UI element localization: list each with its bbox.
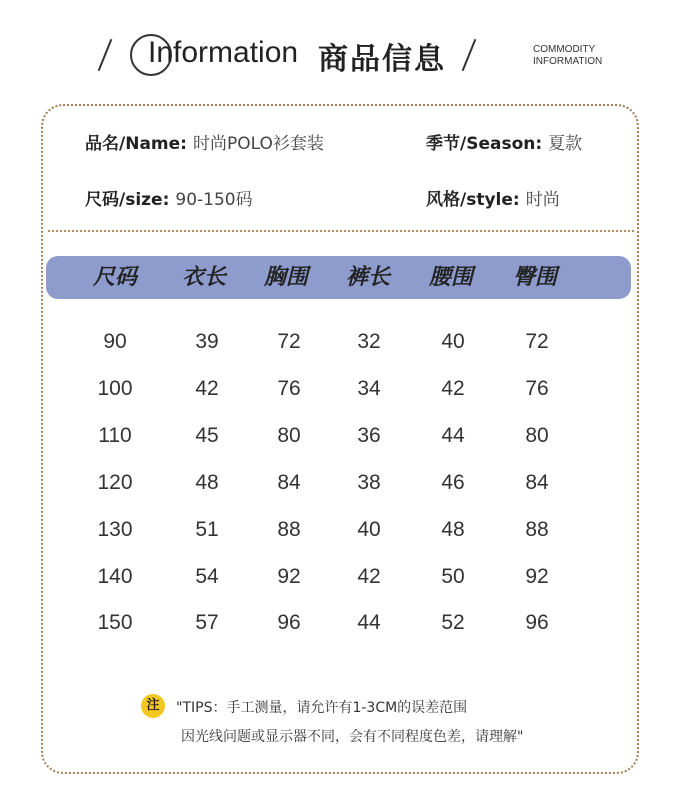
tip-line2: 因光线问题或显示器不同，会有不同程度色差，请理解"	[181, 729, 524, 745]
header-chest: 胸围	[263, 265, 308, 290]
info-name-key-en: Name:	[125, 134, 187, 154]
info-style-value: 时尚	[525, 190, 560, 210]
info-name-value: 时尚POLO衫套装	[192, 134, 324, 154]
table-cell: 90	[103, 330, 127, 353]
info-size-key: 尺码/	[85, 190, 126, 210]
table-cell: 84	[277, 471, 301, 494]
header-slash-right	[462, 39, 477, 71]
header-title-en: Information	[148, 36, 299, 69]
info-divider	[48, 230, 634, 232]
info-season-value: 夏款	[548, 134, 583, 154]
table-cell: 140	[97, 565, 133, 588]
table-cell: 80	[525, 424, 549, 447]
table-cell: 57	[195, 611, 219, 634]
table-cell: 80	[277, 424, 301, 447]
table-cell: 45	[195, 424, 219, 447]
header-side-line2: INFORMATION	[533, 56, 603, 67]
table-cell: 96	[525, 611, 549, 634]
table-cell: 76	[525, 377, 549, 400]
table-cell: 88	[277, 518, 301, 541]
header-length: 衣长	[181, 265, 226, 290]
table-cell: 40	[357, 518, 381, 541]
table-cell: 120	[97, 471, 133, 494]
table-row	[0, 515, 682, 545]
table-cell: 44	[357, 611, 381, 634]
header-side-label	[533, 44, 602, 68]
info-size	[85, 185, 253, 210]
table-cell: 48	[195, 471, 219, 494]
table-cell: 42	[195, 377, 219, 400]
table-cell: 76	[277, 377, 301, 400]
table-row	[0, 421, 682, 451]
table-cell: 40	[441, 330, 465, 353]
table-cell: 34	[357, 377, 381, 400]
table-cell: 100	[97, 377, 133, 400]
info-size-value: 90-150码	[175, 190, 253, 210]
table-cell: 110	[98, 424, 132, 447]
table-cell: 72	[525, 330, 549, 353]
info-name	[85, 129, 324, 154]
info-name-key: 品名/	[85, 134, 126, 154]
size-table-header	[46, 256, 631, 299]
table-row	[0, 374, 682, 404]
table-row	[0, 327, 682, 357]
table-cell: 32	[357, 330, 381, 353]
header-size: 尺码	[92, 265, 137, 290]
table-cell: 88	[525, 518, 549, 541]
table-cell: 84	[525, 471, 549, 494]
header-title-cn: 商品信息	[318, 42, 446, 77]
header-waist: 腰围	[428, 265, 473, 290]
table-cell: 38	[357, 471, 381, 494]
header-hip: 臀围	[512, 265, 557, 290]
table-cell: 39	[195, 330, 219, 353]
table-cell: 72	[277, 330, 301, 353]
table-cell: 150	[97, 611, 133, 634]
info-style-key-en: style:	[466, 190, 520, 210]
info-season-key-en: Season:	[466, 134, 543, 154]
table-cell: 96	[277, 611, 301, 634]
header-pants-length: 裤长	[345, 265, 390, 290]
table-cell: 44	[441, 424, 465, 447]
tip-badge: 注	[141, 694, 165, 718]
table-row	[0, 468, 682, 498]
table-cell: 92	[525, 565, 549, 588]
info-style-key: 风格/	[426, 190, 467, 210]
table-cell: 52	[441, 611, 465, 634]
table-row	[0, 562, 682, 592]
table-cell: 48	[441, 518, 465, 541]
table-cell: 46	[441, 471, 465, 494]
table-cell: 50	[441, 565, 465, 588]
table-cell: 51	[195, 518, 219, 541]
info-season-key: 季节/	[426, 134, 467, 154]
header-slash-left	[98, 39, 113, 71]
info-season	[426, 129, 582, 154]
info-size-key-en: size:	[125, 190, 170, 210]
table-cell: 42	[357, 565, 381, 588]
table-cell: 130	[97, 518, 133, 541]
table-cell: 42	[441, 377, 465, 400]
table-cell: 54	[195, 565, 219, 588]
tip-line1: "TIPS：手工测量，请允许有1-3CM的误差范围	[176, 700, 468, 716]
table-cell: 92	[277, 565, 301, 588]
table-cell: 36	[357, 424, 381, 447]
info-style	[426, 185, 560, 210]
table-row	[0, 608, 682, 638]
header-side-line1: COMMODITY	[533, 44, 596, 55]
